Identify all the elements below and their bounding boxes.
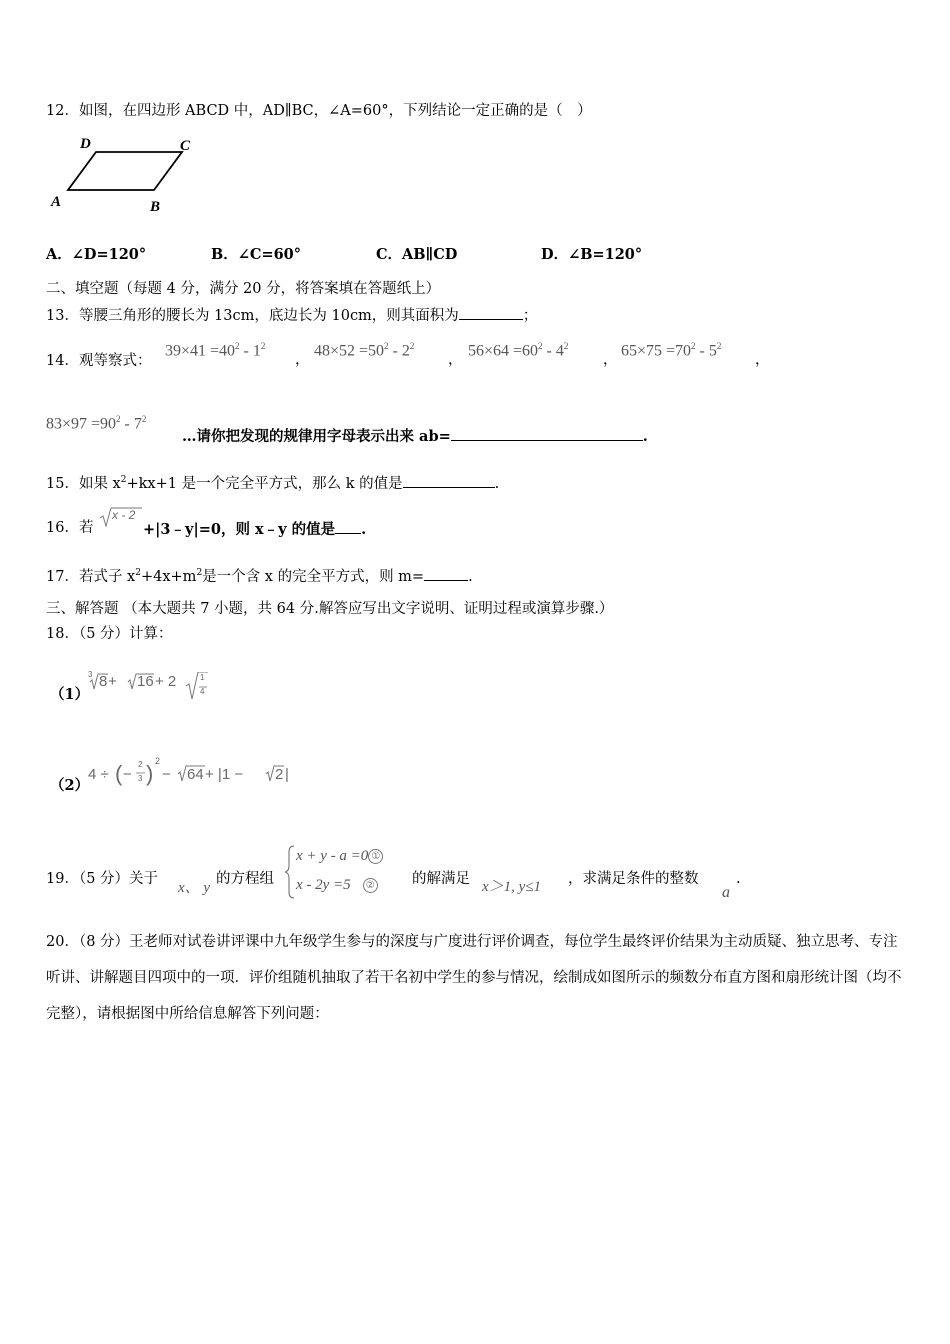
q19-stem-pre: 19．（5 分）关于 [46, 871, 159, 887]
q19-eq2: x - 2y =5 ② [296, 876, 378, 894]
q14-answer-blank[interactable] [451, 427, 643, 441]
section3-heading: 三、解答题 （本大题共 7 小题，共 64 分.解答应写出文字说明、证明过程或演算步骤.） [46, 601, 614, 617]
q14-expr-5: $83\times 97 =90^2 - 7^2$ [46, 414, 147, 433]
q14-line2: …请你把发现的规律用字母表示出来 ab= . [182, 428, 648, 445]
label-a: A [51, 194, 62, 210]
q19-stem-mid: 的方程组 [216, 871, 274, 887]
q12-parallelogram-figure [46, 132, 206, 216]
q14-sep: ， [755, 352, 770, 368]
q17: 17．若式子 $x^2+4x+m^2$是一个含 x 的完全平方式，则 m= . [46, 568, 473, 585]
q19-cond: x＞1, y≤1 [482, 879, 542, 895]
q18-part2-expr: 4 ÷ ( − 2 3 ) 2 − 64 + |1 − 2 | [88, 760, 298, 794]
q19-var-a: a [722, 884, 730, 901]
q16-answer-blank[interactable] [335, 520, 361, 534]
q17-answer-blank[interactable] [424, 567, 468, 581]
q19-vars: x、 y [178, 880, 211, 896]
q14-sep: ， [603, 352, 618, 368]
q15: 15．如果 $x^2+kx+1$ 是一个完全平方式，那么 k 的值是 . [46, 475, 500, 492]
q14-expr-4: $65\times 75 =70^2 - 5^2$ [621, 341, 722, 360]
q13: 13．等腰三角形的腰长为 13cm，底边长为 10cm，则其面积为 ； [46, 308, 538, 324]
q14-expr-2: $48\times 52 =50^2 - 2^2$ [314, 341, 415, 360]
q14-sep: ， [448, 352, 463, 368]
q20-text: 20．（8 分）王老师对试卷讲评课中九年级学生参与的深度与广度进行评价调查，每位学生最终评价结果为主动质疑、独立思考、专注听讲、讲解题目四项中的一项．评价组随机抽取了若干名初中学生的参与情况，绘制成如图所示的频数分布直方图和扇形统计图（均不完整），请根据图中所给信息解答下列问题： [46, 934, 902, 1022]
q14-expr-1: $39\times 41 =40^2 - 1^2$ [165, 341, 266, 360]
section2-heading: 二、填空题（每题 4 分，满分 20 分，将答案填在答题纸上） [46, 281, 441, 297]
q16-pre: 16．若 [46, 520, 94, 536]
label-c: C [180, 138, 191, 154]
parallelogram-shape [68, 152, 182, 190]
q12-option-a: A．∠D=120° [46, 246, 147, 263]
label-b: B [150, 199, 161, 215]
q12-stem: 12．如图，在四边形 ABCD 中，AD∥BC，∠A=60°，下列结论一定正确的是（ ） [46, 103, 592, 119]
label-d: D [80, 136, 91, 152]
q18-stem: 18．（5 分）计算： [46, 626, 173, 642]
q19-stem-post: 的解满足 [412, 871, 470, 887]
q19-stem-end: ，求满足条件的整数 [568, 871, 699, 887]
q13-answer-blank[interactable] [459, 306, 523, 320]
q18-part1-expr: 3 8 + 16 + 2 1 4 [88, 670, 218, 704]
q15-answer-blank[interactable] [403, 474, 495, 488]
q18-part1-label: （1） [50, 686, 90, 703]
q14-line1: 14．观等察式： [46, 353, 152, 369]
left-brace-icon [284, 844, 296, 900]
q19-eq1: x + y - a =0 ① [296, 847, 383, 865]
q12-option-d: D．∠B=120° [541, 246, 643, 263]
q19-end: . [736, 871, 741, 887]
q16-post: +|3﹣y|=0，则 x﹣y 的值是 . [143, 521, 367, 538]
q12-option-c: C．AB∥CD [376, 246, 458, 263]
q12-option-b: B．∠C=60° [211, 246, 302, 263]
q14-sep: ， [295, 352, 310, 368]
q14-expr-3: $56\times 64 =60^2 - 4^2$ [468, 341, 569, 360]
q18-part2-label: （2） [50, 777, 90, 794]
